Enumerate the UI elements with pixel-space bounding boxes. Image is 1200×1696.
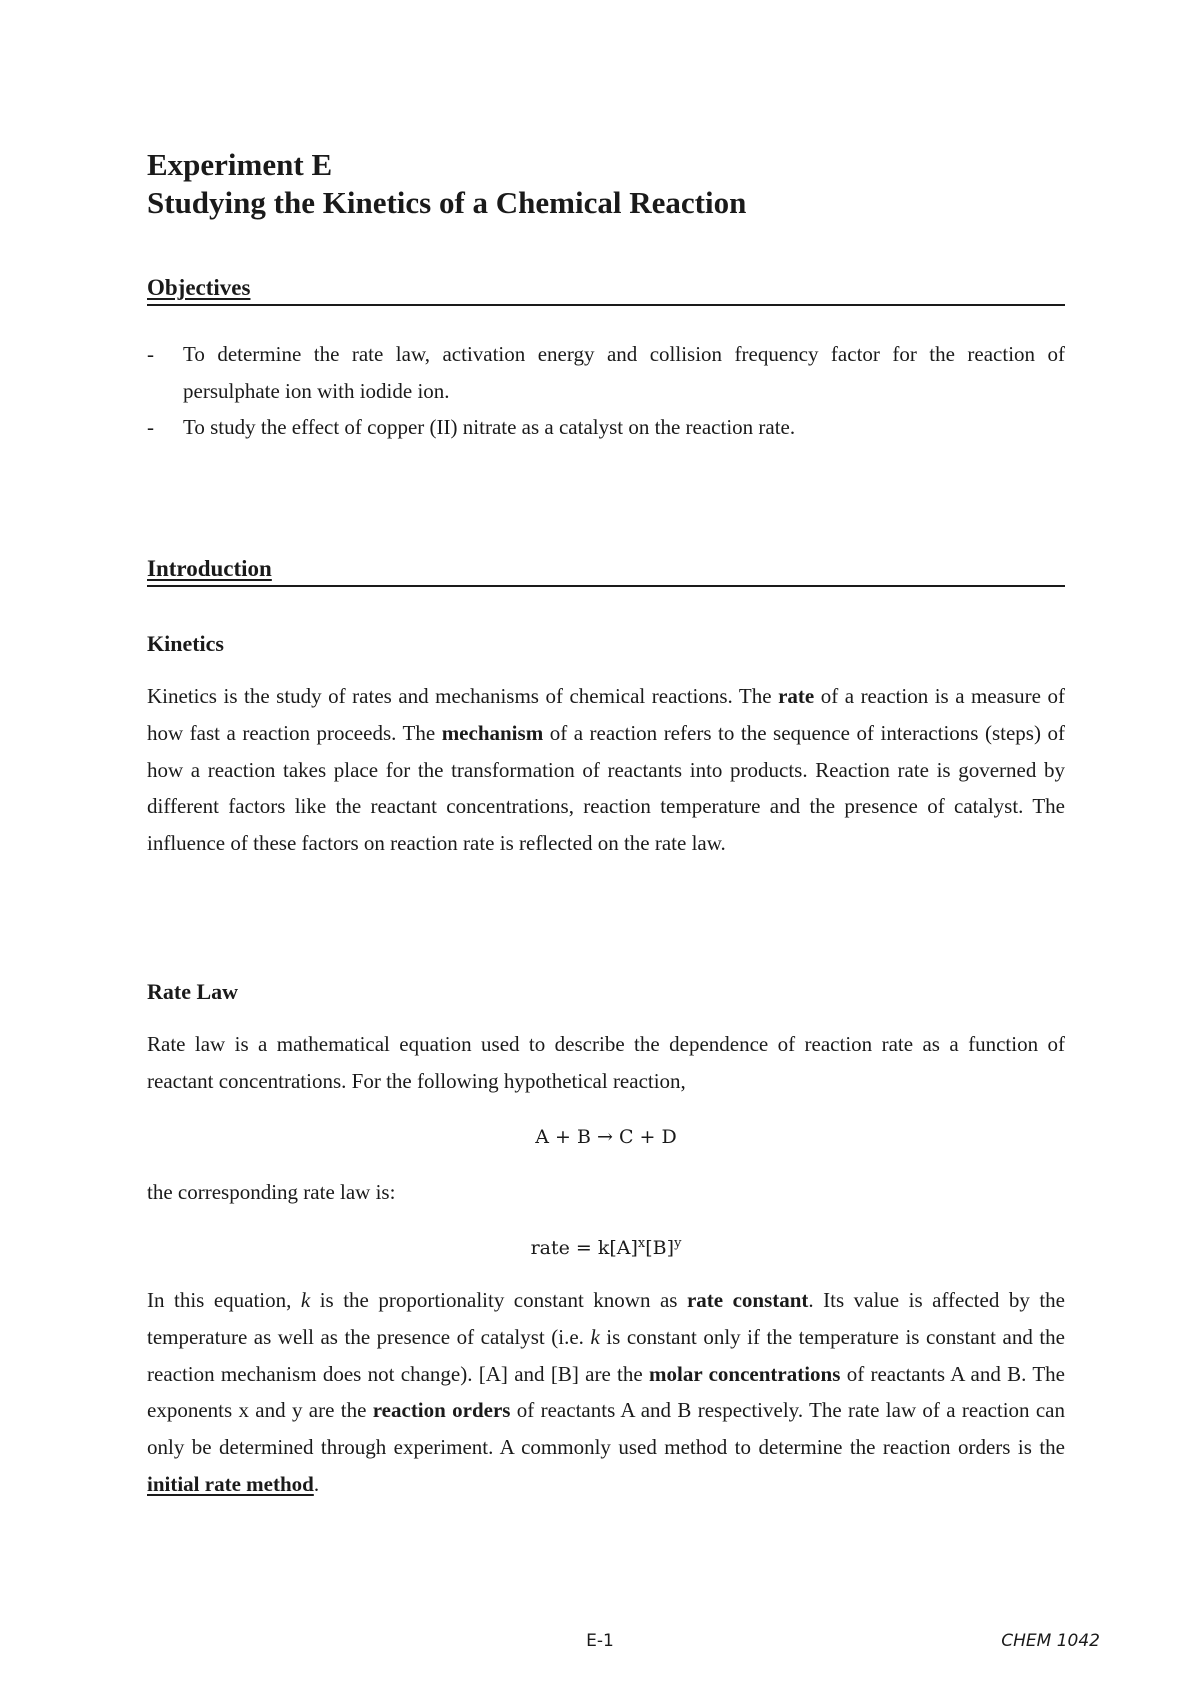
rate-law-heading: Rate Law <box>147 979 239 1004</box>
objective-item <box>147 336 1065 409</box>
kinetics-paragraph: Kinetics is the study of rates and mechanisms of chemical reactions. The rate of a reaction is a measure of how fast a reaction proceeds. The mechanism of a reaction refers to the sequence of interactions (steps) of how a reaction takes place for the transformation of reactants into products. Reaction rate is governed by different factors like the reactant concentrations, reaction temperature and the presence of catalyst. The influence of these factors on reaction rate is reflected on the rate law. <box>147 684 1065 856</box>
introduction-heading: Introduction <box>147 555 1065 587</box>
kinetics-heading: Kinetics <box>147 631 224 656</box>
term-molar-concentrations: molar concentrations <box>649 1361 841 1386</box>
symbol-k: k <box>300 1288 311 1312</box>
term-mechanism: mechanism <box>441 720 544 745</box>
document-title <box>147 146 1065 222</box>
symbol-k: k <box>590 1324 600 1349</box>
experiment-label: Experiment E <box>147 147 333 182</box>
objectives-heading: Objectives <box>147 274 1065 306</box>
rate-law-intro: the corresponding rate law is: <box>147 1180 396 1204</box>
course-code: CHEM 1042 <box>1001 1631 1100 1651</box>
bullet-dash: - <box>147 415 154 439</box>
page-number: E-1 <box>586 1631 614 1651</box>
reaction-equation: A + B → C + D <box>535 1126 677 1148</box>
term-rate-constant: rate constant <box>686 1288 809 1312</box>
rate-constant-paragraph: In this equation, k is the proportionality constant known as rate constant. Its value is affected by the temperature as well as the presence of catalyst (i.e. k is constant only if the temperature is constant and the reaction mechanism does not change). [A] and [B] are the molar concentrations of reactants A and B. The exponents x and y are the reaction orders of reactants A and B respectively. The rate law of a reaction can only be determined through experiment. A commonly used method to determine the reaction orders is the initial rate method. <box>147 1288 1065 1496</box>
term-initial-rate-method: initial rate method <box>147 1471 314 1496</box>
objective-text: To determine the rate law, activation energy and collision frequency factor for the reaction of persulphate ion with iodide ion. <box>183 342 1065 403</box>
objective-text: To study the effect of copper (II) nitrate as a catalyst on the reaction rate. <box>183 415 796 439</box>
experiment-title: Studying the Kinetics of a Chemical Reaction <box>147 185 747 220</box>
objectives-list <box>147 336 1065 446</box>
objective-item <box>147 409 1065 446</box>
bullet-dash: - <box>147 342 154 366</box>
rate-law-paragraph: Rate law is a mathematical equation used to describe the dependence of reaction rate as a function of reactant concentrations. For the following hypothetical reaction, <box>147 1032 1065 1093</box>
term-reaction-orders: reaction orders <box>372 1398 511 1423</box>
term-rate: rate <box>778 684 815 708</box>
rate-law-equation: rate = $k[A]^x[B]^y$ <box>530 1236 682 1259</box>
